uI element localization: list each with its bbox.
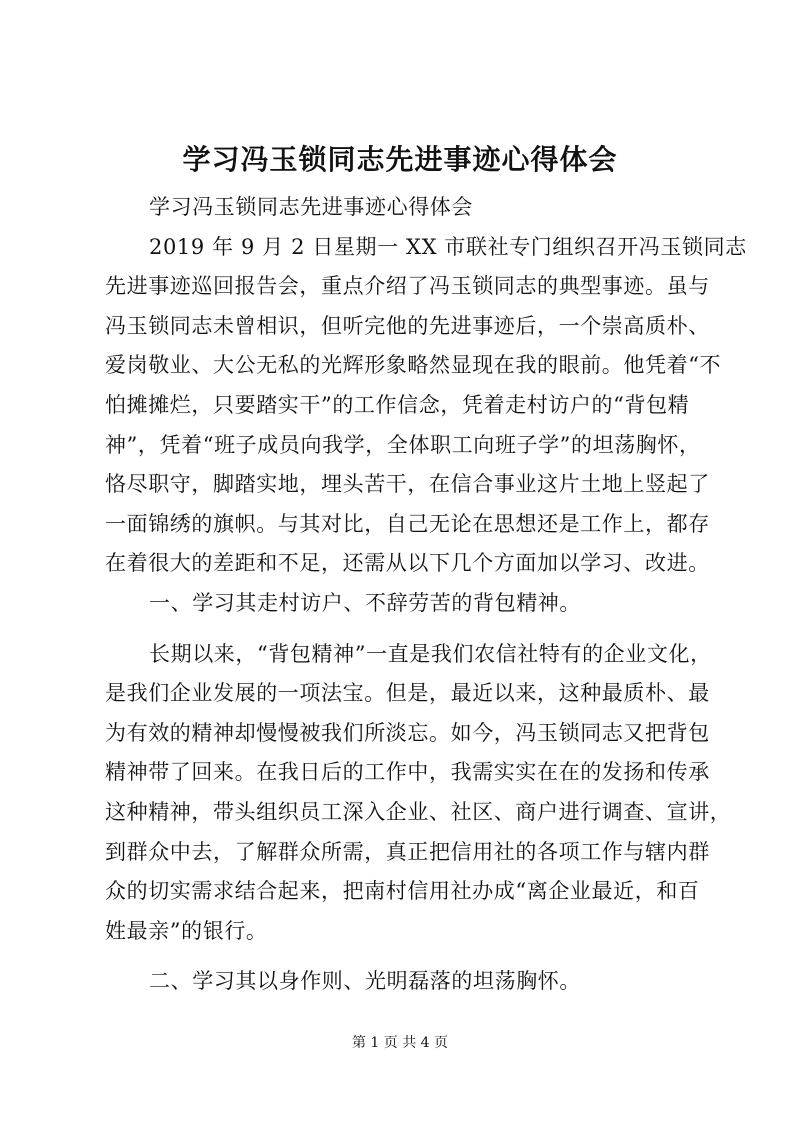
text-line: 精神带了回来。在我日后的工作中，我需实实在在的发扬和传承: [105, 760, 710, 785]
text-line: 学习冯玉锁同志先进事迹心得体会: [149, 195, 473, 219]
document-body: [105, 188, 747, 1002]
page-footer: 第 1 页 共 4 页: [351, 1035, 449, 1051]
text-line: 一、学习其走村访户、不辞劳苦的背包精神。: [149, 590, 581, 615]
text-line: 在着很大的差距和不足，还需从以下几个方面加以学习、改进。: [105, 551, 710, 576]
text-line: 冯玉锁同志未曾相识，但听完他的先进事迹后，一个崇高质朴、: [105, 313, 710, 338]
text-line: 二、学习其以身作则、光明磊落的坦荡胸怀。: [149, 969, 581, 994]
text-line: 爱岗敬业、大公无私的光辉形象略然显现在我的眼前。他凭着“不: [105, 353, 722, 378]
document-title: 学习冯玉锁同志先进事迹心得体会: [182, 143, 618, 176]
intro-paragraph: [105, 228, 747, 584]
text-line: 众的切实需求结合起来，把南村信用社办成“离企业最近，和百: [105, 879, 700, 904]
text-line: 一面锦绣的旗帜。与其对比，自己无论在思想还是工作上，都存: [105, 511, 710, 536]
text-line: 到群众中去，了解群众所需，真正把信用社的各项工作与辖内群: [105, 839, 710, 864]
text-line: 长期以来，“背包精神”一直是我们农信社特有的企业文化，: [149, 641, 712, 666]
section-1-paragraph: [105, 635, 732, 952]
text-line: 姓最亲”的银行。: [105, 918, 268, 943]
text-line: 先进事迹巡回报告会，重点介绍了冯玉锁同志的典型事迹。虽与: [105, 274, 710, 299]
text-line: 怕摊摊烂，只要踏实干”的工作信念，凭着走村访户的“背包精: [105, 392, 690, 417]
section-2-heading: [105, 962, 717, 1002]
paragraph-gap: [105, 951, 717, 962]
text-line: 2019 年 9 月 2 日星期一 XX 市联社专门组织召开冯玉锁同志: [149, 234, 747, 259]
text-line: 是我们企业发展的一项法宝。但是，最近以来，这种最质朴、最: [105, 681, 710, 706]
text-line: 恪尽职守，脚踏实地，埋头苦干，在信合事业这片土地上竖起了: [105, 472, 710, 497]
text-line: 这种精神，带头组织员工深入企业、社区、商户进行调查、宣讲，: [105, 799, 732, 824]
text-line: 为有效的精神却慢慢被我们所淡忘。如今，冯玉锁同志又把背包: [105, 720, 710, 745]
paragraph-gap: [105, 624, 717, 635]
text-line: 神”，凭着“班子成员向我学，全体职工向班子学”的坦荡胸怀，: [105, 432, 701, 457]
subtitle-paragraph: [105, 188, 717, 228]
section-1-heading: [105, 584, 717, 624]
